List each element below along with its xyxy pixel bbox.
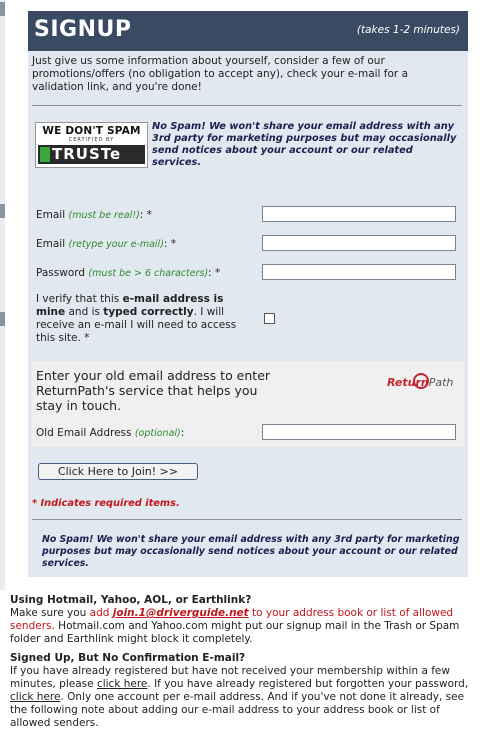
divider [32, 105, 462, 106]
nospam-notice-top: No Spam! We won't share your email address with any 3rd party for marketing purposes but may occasionally send notices about your account or our related services. [152, 121, 457, 168]
strip-marker [0, 2, 5, 16]
truste-wordmark: TRUSTe [52, 145, 122, 163]
email-input[interactable] [262, 206, 456, 222]
signup-header [28, 11, 468, 51]
strip-marker [0, 204, 5, 218]
returnpath-box [32, 361, 464, 447]
nospam-notice-bottom: No Spam! We won't share your email address with any 3rd party for marketing purposes but may occasionally send notices about your account or our related services. [42, 534, 460, 569]
page-title: SIGNUP [34, 17, 132, 42]
email-retype-label: Email (retype your e-mail): * [36, 238, 177, 250]
signup-panel [28, 11, 468, 577]
left-scroll-strip [0, 0, 5, 590]
resend-confirmation-link[interactable]: click here [96, 678, 148, 690]
time-note: (takes 1-2 minutes) [356, 24, 460, 36]
required-note: * Indicates required items. [32, 498, 180, 509]
email-retype-input[interactable] [262, 235, 456, 251]
strip-marker [0, 312, 5, 326]
allowed-sender-address[interactable]: join.1@driverguide.net [112, 607, 249, 619]
truste-logo[interactable] [35, 122, 148, 168]
divider [32, 519, 462, 520]
confirm-heading: Signed Up, But No Confirmation E-mail? [10, 652, 246, 664]
truste-green-mark [40, 147, 50, 162]
hotmail-heading: Using Hotmail, Yahoo, AOL, or Earthlink? [10, 594, 252, 606]
confirm-section: Signed Up, But No Confirmation E-mail? If you have already registered but have not received your membership within a few minutes, please click here. If you have already registered but forgotten your password, click here. Only one account per e-mail address. And if you've not done it already, see the following note about adding our e-mail address to your address book or list of allowed senders. [10, 652, 480, 730]
returnpath-ring-icon [413, 373, 429, 389]
email-label: Email (must be real!): * [36, 209, 152, 221]
verify-text: I verify that this e-mail address is mine and is typed correctly. I will receive an e-mail I will need to access this site. * [36, 293, 237, 344]
truste-line1: WE DON'T SPAM [42, 125, 141, 137]
forgot-password-link[interactable]: click here [10, 691, 61, 703]
intro-text: Just give us some information about yourself, consider a few of our promotions/offers (no obligation to accept any), check your e-mail for a validation link, and you're done! [32, 55, 409, 93]
password-label: Password (must be > 6 characters): * [36, 267, 221, 279]
password-input[interactable] [262, 264, 456, 280]
truste-band [38, 145, 145, 164]
join-button[interactable]: Click Here to Join! >> [38, 463, 198, 480]
hotmail-section: Using Hotmail, Yahoo, AOL, or Earthlink? Make sure you add join.1@driverguide.net to your address book or list of allowed senders. Hotmail.com and Yahoo.com might put our signup mail in the Trash or Spam folder and Earthlink might block it completely. [10, 594, 480, 646]
verify-checkbox[interactable] [264, 313, 275, 324]
returnpath-text: Enter your old email address to enter ReturnPath's service that helps you stay in touch. [36, 368, 271, 413]
old-email-input[interactable] [262, 424, 456, 440]
old-email-label: Old Email Address (optional): [36, 427, 185, 439]
truste-line2: CERTIFIED BY [68, 137, 115, 143]
returnpath-logo: ReturnPath [387, 376, 453, 389]
